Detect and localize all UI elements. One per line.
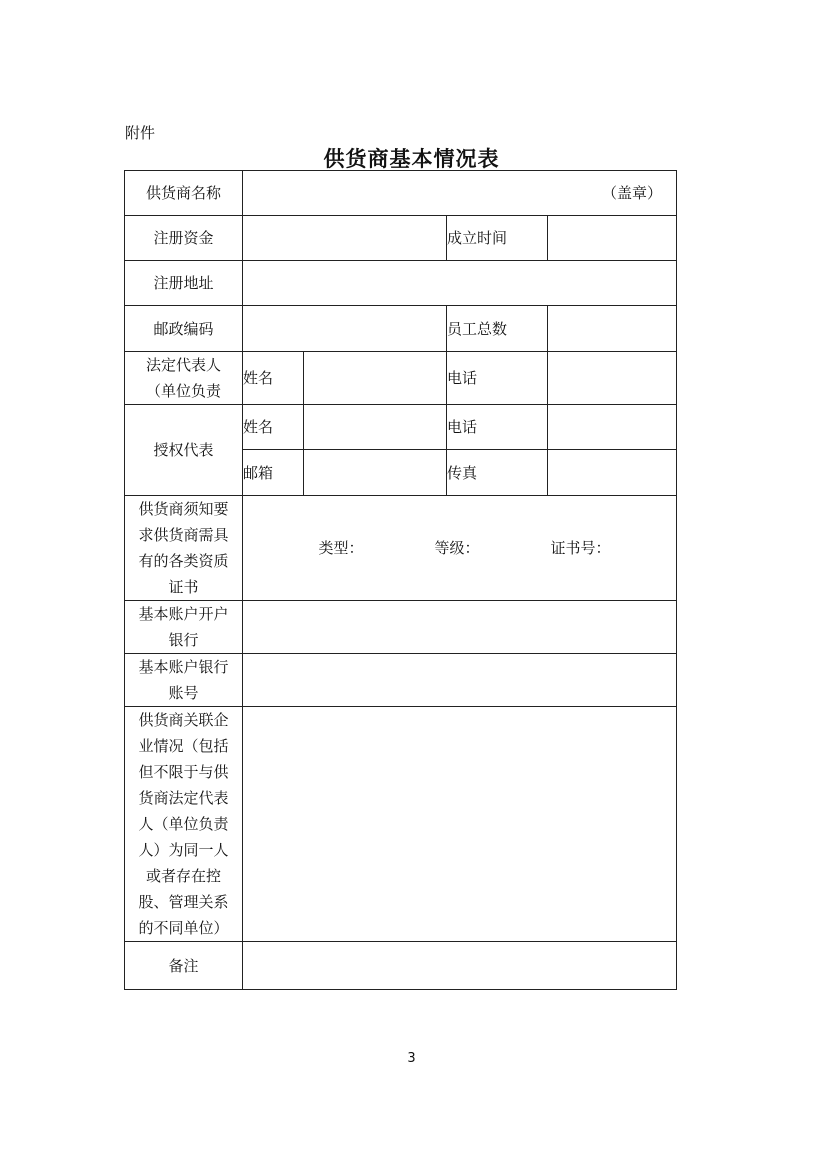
- related-companies-field[interactable]: [243, 707, 677, 942]
- row-basic-account: [125, 654, 677, 707]
- related-companies-label-line: 股、管理关系: [138, 893, 229, 911]
- legal-rep-label: [125, 352, 243, 405]
- basic-account-label-line: 基本账户银行: [138, 658, 229, 676]
- related-companies-label-line: 或者存在控: [145, 867, 221, 885]
- row-registered-capital: [125, 216, 677, 261]
- authorized-phone-field[interactable]: [548, 405, 677, 450]
- postal-code-field[interactable]: [243, 306, 447, 352]
- authorized-fax-label: 传真: [447, 450, 548, 496]
- registered-address-label: 注册地址: [125, 261, 243, 306]
- related-companies-label-line: 但不限于与供: [138, 763, 229, 781]
- form-title: 供货商基本情况表: [323, 147, 500, 171]
- postal-code-label: 邮政编码: [125, 306, 243, 352]
- basic-account-label-line: 账号: [168, 684, 199, 702]
- legal-rep-name-label: 姓名: [243, 352, 304, 405]
- row-supplier-name: [125, 171, 677, 216]
- legal-rep-phone-label: 电话: [447, 352, 548, 405]
- row-registered-address: [125, 261, 677, 306]
- supplier-name-label: 供货商名称: [125, 171, 243, 216]
- supplier-info-table: [124, 170, 677, 990]
- qualification-label-line: 有的各类资质: [138, 552, 229, 570]
- registered-address-field[interactable]: [243, 261, 677, 306]
- row-authorized-name: [125, 405, 677, 450]
- remarks-field[interactable]: [243, 942, 677, 990]
- supplier-name-field[interactable]: [243, 171, 677, 216]
- basic-bank-label: [125, 601, 243, 654]
- legal-rep-label-line1: 法定代表人: [145, 356, 221, 374]
- row-related-companies: [125, 707, 677, 942]
- legal-rep-phone-field[interactable]: [548, 352, 677, 405]
- related-companies-label-line: 业情况（包括: [138, 737, 229, 755]
- authorized-email-field[interactable]: [304, 450, 447, 496]
- related-companies-label-line: 供货商关联企: [138, 711, 229, 729]
- established-date-field[interactable]: [548, 216, 677, 261]
- employee-count-label: 员工总数: [447, 306, 548, 352]
- basic-account-field[interactable]: [243, 654, 677, 707]
- qualification-type: 类型：: [318, 539, 364, 557]
- authorized-email-label: 邮箱: [243, 450, 304, 496]
- employee-count-field[interactable]: [548, 306, 677, 352]
- row-postal-code: [125, 306, 677, 352]
- authorized-name-field[interactable]: [304, 405, 447, 450]
- row-remarks: [125, 942, 677, 990]
- authorized-name-label: 姓名: [243, 405, 304, 450]
- page-number: 3: [407, 1051, 416, 1066]
- attachment-label: 附件: [125, 124, 156, 142]
- basic-bank-label-line: 银行: [168, 631, 199, 649]
- row-basic-bank: [125, 601, 677, 654]
- qualification-cert-no: 证书号：: [550, 539, 611, 557]
- basic-bank-label-line: 基本账户开户: [138, 605, 229, 623]
- row-legal-rep: [125, 352, 677, 405]
- seal-note: （盖章）: [602, 184, 663, 202]
- legal-rep-label-line2: （单位负责: [145, 382, 221, 400]
- qualification-label-line: 供货商须知要: [138, 500, 229, 518]
- basic-bank-field[interactable]: [243, 601, 677, 654]
- remarks-label: 备注: [125, 942, 243, 990]
- registered-capital-field[interactable]: [243, 216, 447, 261]
- registered-capital-label: 注册资金: [125, 216, 243, 261]
- authorized-phone-label: 电话: [447, 405, 548, 450]
- authorized-fax-field[interactable]: [548, 450, 677, 496]
- qualification-label: [125, 496, 243, 601]
- related-companies-label-line: 人（单位负责: [138, 815, 229, 833]
- qualification-field[interactable]: [243, 496, 677, 601]
- qualification-label-line: 求供货商需具: [138, 526, 229, 544]
- authorized-rep-label: 授权代表: [125, 405, 243, 496]
- basic-account-label: [125, 654, 243, 707]
- established-date-label: 成立时间: [447, 216, 548, 261]
- related-companies-label-line: 货商法定代表: [138, 789, 229, 807]
- row-qualifications: [125, 496, 677, 601]
- qualification-label-line: 证书: [168, 578, 199, 596]
- related-companies-label-line: 的不同单位）: [138, 919, 229, 937]
- related-companies-label-line: 人）为同一人: [138, 841, 229, 859]
- related-companies-label: [125, 707, 243, 942]
- qualification-level: 等级：: [434, 539, 480, 557]
- legal-rep-name-field[interactable]: [304, 352, 447, 405]
